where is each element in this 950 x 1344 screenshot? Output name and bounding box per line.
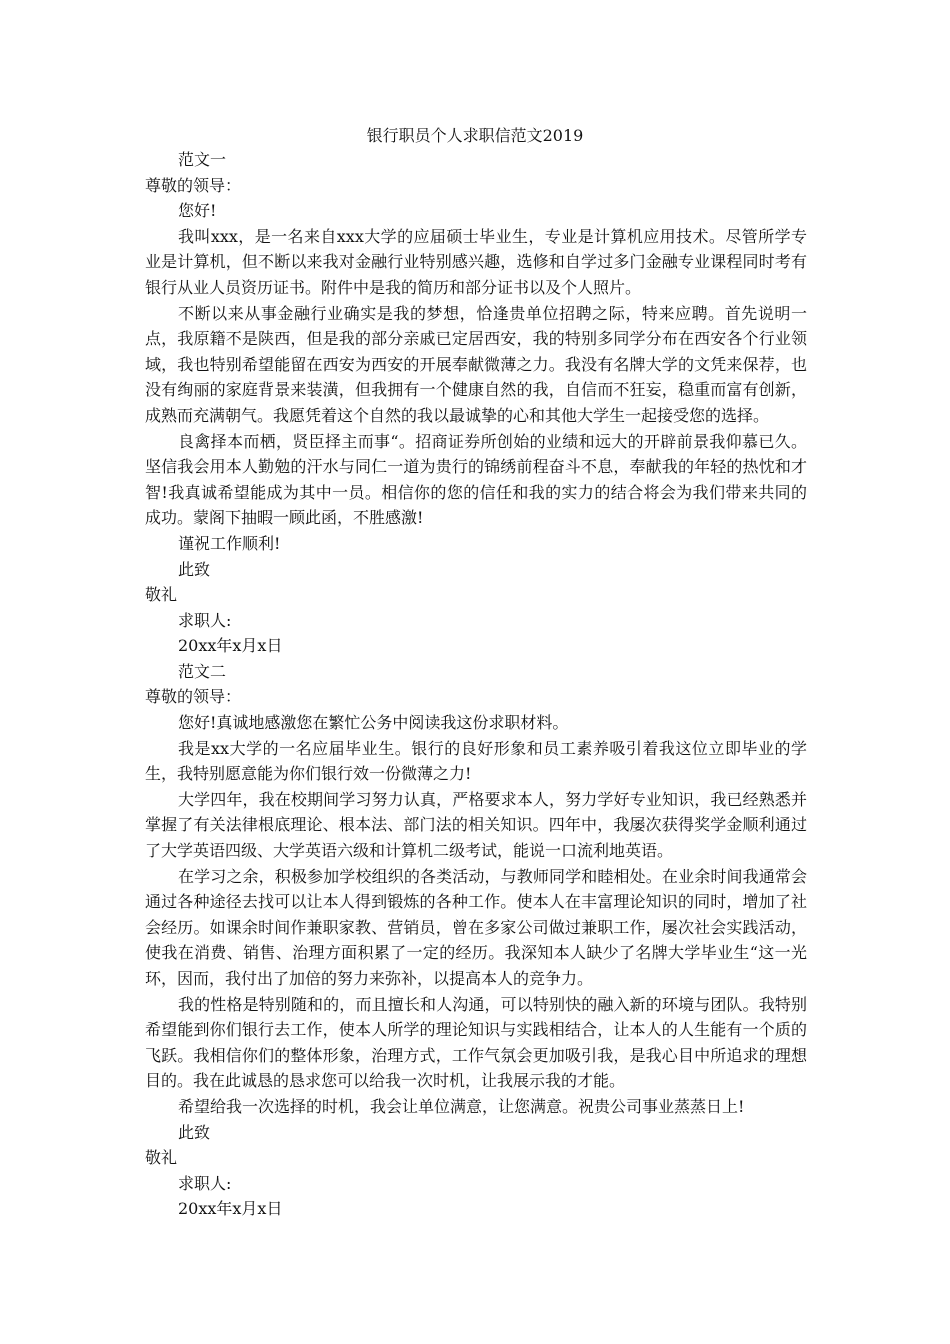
letter1-paragraph-1: 我叫xxx，是一名来自xxx大学的应届硕士毕业生，专业是计算机应用技术。尽管所学专业是计算机，但不断以来我对金融行业特别感兴趣，选修和自学过多门金融专业课程同时考有银行从业人员资历证书。附件中是我的简历和部分证书以及个人照片。 xyxy=(145,226,807,297)
letter2-paragraph-4: 我的性格是特别随和的，而且擅长和人沟通，可以特别快的融入新的环境与团队。我特别希望能到你们银行去工作，使本人所学的理论知识与实践相结合，让本人的人生能有一个质的飞跃。我相信你们的整体形象，治理方式，工作气氛会更加吸引我，是我心目中所追求的理想目的。我在此诚恳的恳求您可以给我一次时机，让我展示我的才能。 xyxy=(145,994,807,1091)
letter1-date: 20xx年x月x日 xyxy=(178,636,283,656)
letter2-heading: 范文二 xyxy=(178,661,227,681)
letter1-paragraph-2: 不断以来从事金融行业确实是我的梦想，恰逢贵单位招聘之际，特来应聘。首先说明一点，我原籍不是陕西，但是我的部分亲戚已定居西安，我的特别多同学分布在西安各个行业领域，我也特别希望能留在西安为西安的开展奉献微薄之力。我没有名牌大学的文凭来保荐，也没有绚丽的家庭背景来装潢，但我拥有一个健康自然的我，自信而不狂妄，稳重而富有创新，成熟而充满朝气。我愿凭着这个自然的我以最诚挚的心和其他大学生一起接受您的选择。 xyxy=(145,303,807,425)
letter2-closing-2: 敬礼 xyxy=(145,1148,178,1168)
letter2-signature: 求职人: xyxy=(178,1173,232,1193)
letter2-paragraph-2: 大学四年，我在校期间学习努力认真，严格要求本人，努力学好专业知识，我已经熟悉并掌握了有关法律根底理论、根本法、部门法的相关知识。四年中，我屡次获得奖学金顺利通过了大学英语四级、大学英语六级和计算机二级考试，能说一口流利地英语。 xyxy=(145,789,807,861)
letter1-greeting: 您好! xyxy=(178,201,217,221)
letter1-closing-1: 此致 xyxy=(178,559,211,579)
document-body xyxy=(145,147,807,1222)
letter1-closing-2: 敬礼 xyxy=(145,585,178,605)
letter1-salutation: 尊敬的领导： xyxy=(145,175,242,195)
letter2-greeting: 您好!真诚地感激您在繁忙公务中阅读我这份求职材料。 xyxy=(178,713,569,733)
letter1-heading: 范文一 xyxy=(178,150,227,169)
letter2-date: 20xx年x月x日 xyxy=(178,1199,283,1219)
document-title: 银行职员个人求职信范文2019 xyxy=(366,126,584,145)
letter1-paragraph-3: 良禽择本而栖，贤臣择主而事“。招商证券所创始的业绩和远大的开辟前景我仰慕已久。坚信我会用本人勤勉的汗水与同仁一道为贵行的锦绣前程奋斗不息，奉献我的年轻的热忱和才智!我真诚希望能成为其中一员。相信你的您的信任和我的实力的结合将会为我们带来共同的成功。蒙阁下抽暇一顾此函，不胜感激! xyxy=(145,431,807,528)
letter1-closing-wish: 谨祝工作顺利! xyxy=(178,533,281,553)
letter2-closing-1: 此致 xyxy=(178,1122,211,1142)
letter1-signature: 求职人: xyxy=(178,610,232,630)
letter2-paragraph-1: 我是xx大学的一名应届毕业生。银行的良好形象和员工素养吸引着我这位立即毕业的学生，我特别愿意能为你们银行效一份微薄之力! xyxy=(145,738,807,784)
letter2-salutation: 尊敬的领导： xyxy=(145,687,242,707)
letter2-paragraph-5: 希望给我一次选择的时机，我会让单位满意，让您满意。祝贵公司事业蒸蒸日上! xyxy=(178,1096,745,1116)
letter2-paragraph-3: 在学习之余，积极参加学校组织的各类活动，与教师同学和睦相处。在业余时间我通常会通过各种途径去找可以让本人得到锻炼的各种工作。使本人在丰富理论知识的同时，增加了社会经历。如课余时间作兼职家教、营销员，曾在多家公司做过兼职工作，屡次社会实践活动，使我在消费、销售、治理方面积累了一定的经历。我深知本人缺少了名牌大学毕业生“这一光环，因而，我付出了加倍的努力来弥补，以提高本人的竞争力。 xyxy=(145,866,807,988)
